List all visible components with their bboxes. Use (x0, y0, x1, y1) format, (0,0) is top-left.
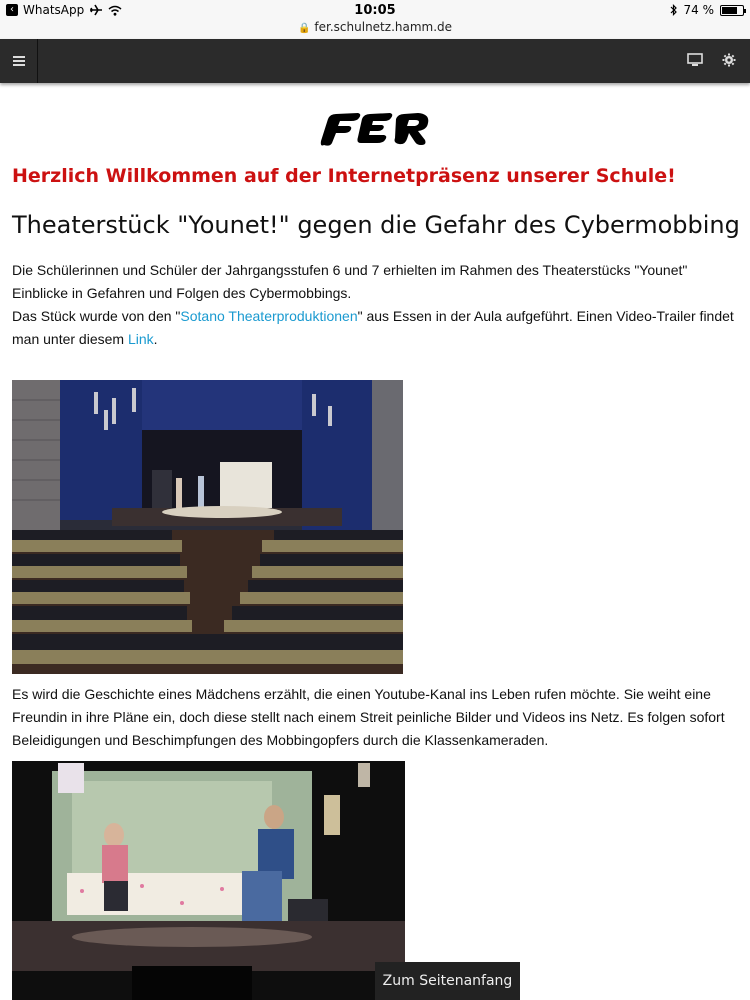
intro-line-1: Die Schülerinnen und Schüler der Jahrgangsstufen 6 und 7 erhielten im Rahmen des Theaterstücks "Younet" Einblicke in Gefahren und Folgen des Cybermobbings. (12, 262, 688, 301)
site-logo[interactable] (318, 107, 432, 151)
auditorium-photo (12, 380, 403, 674)
sotano-link[interactable]: Sotano Theaterproduktionen (180, 308, 358, 324)
back-to-top-button[interactable]: Zum Seitenanfang (375, 962, 520, 1000)
settings-button[interactable] (720, 51, 738, 69)
gear-icon (722, 53, 736, 67)
lock-icon: 🔒 (297, 23, 311, 34)
welcome-heading: Herzlich Willkommen auf der Internetpräsenz unserer Schule! (12, 165, 676, 187)
address-bar[interactable] (0, 20, 750, 39)
back-arrow-icon: ‹ (6, 4, 18, 16)
desktop-icon (687, 53, 703, 67)
bluetooth-icon (670, 4, 678, 16)
status-bar (0, 0, 750, 20)
clock: 10:05 (354, 3, 396, 18)
intro-text-before: Das Stück wurde von den " (12, 308, 181, 324)
site-toolbar (0, 39, 750, 83)
article-intro (12, 259, 740, 351)
intro-text-middle: " aus Essen in der Aula aufgeführt. Einen Video-Trailer findet man unter diesem (12, 308, 734, 347)
back-app-label: WhatsApp (23, 3, 85, 17)
stage-scene-photo (12, 761, 405, 1000)
article-title: Theaterstück "Younet!" gegen die Gefahr des Cybermobbing (12, 211, 740, 239)
battery-percent: 74 % (683, 3, 714, 17)
menu-icon (13, 56, 25, 66)
url-text: fer.schulnetz.hamm.de (314, 20, 453, 34)
menu-button[interactable] (0, 39, 38, 83)
desktop-view-button[interactable] (686, 51, 704, 69)
battery-fill (722, 7, 737, 14)
story-paragraph: Es wird die Geschichte eines Mädchens erzählt, die einen Youtube-Kanal ins Leben rufen möchte. Sie weiht eine Freundin in ihre Pläne ein, doch diese stellt nach einem Streit peinliche Bilder und Videos ins Netz. Es folgen sofort Beleidigungen und Beschimpfungen des Mobbingopfers durch die Klassenkameraden. (12, 686, 725, 748)
intro-text-after: . (153, 331, 158, 347)
battery-icon (720, 5, 744, 16)
trailer-link[interactable]: Link (127, 331, 154, 347)
